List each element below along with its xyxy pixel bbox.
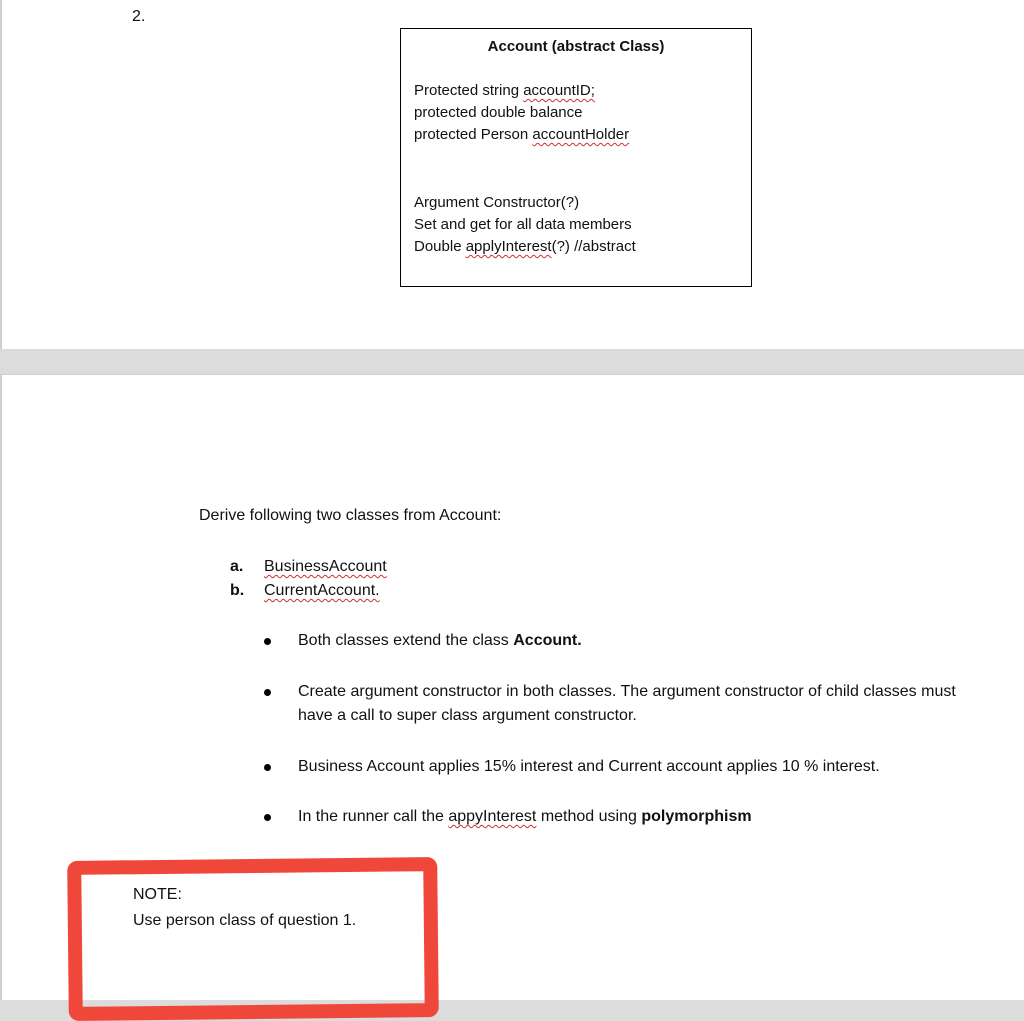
bullet-item [264,805,964,829]
field-identifier: accountHolder [532,126,630,143]
method-text: (?) //abstract [551,238,636,255]
bullet-dot-icon [264,638,271,645]
bullet-text: Business Account applies 15% interest and Current account applies 10 % interest. [298,758,880,775]
method-identifier: applyInterest [465,238,552,255]
bullet-item [264,680,964,728]
field-balance [414,102,629,124]
bullet-text: Create argument constructor in both classes. The argument constructor of child classes must have a call to super class argument constructor. [298,683,956,724]
bullet-item [264,755,964,779]
bullet-text [298,805,964,829]
page-bottom [0,374,1024,1000]
field-text: protected Person [414,126,533,143]
field-text: Protected string [414,82,524,99]
field-account-holder [414,124,629,146]
bullet-plain-text: method using [536,808,642,825]
bullet-bold-text: polymorphism [641,808,752,825]
bullet-plain-text: In the runner call the [298,808,449,825]
subclass-name: CurrentAccount. [264,582,380,599]
note-label: NOTE: [133,886,182,903]
method-getters-setters: Set and get for all data members [414,216,632,233]
method-text: Double [414,238,466,255]
method-apply-interest [414,236,636,258]
bullet-identifier: appyInterest [448,808,537,825]
list-item [230,555,387,579]
instructions-intro: Derive following two classes from Account: [199,507,502,524]
bullet-dot-icon [264,764,271,771]
bullet-bold-text: Account. [513,632,582,649]
note-text: Use person class of question 1. [133,912,357,929]
field-text: protected double balance [414,104,583,121]
subclass-list [230,555,387,603]
bullet-dot-icon [264,689,271,696]
bullet-text [298,629,964,653]
bullet-dot-icon [264,814,271,821]
class-fields [414,80,629,146]
bullet-item [264,629,964,653]
method-constructor: Argument Constructor(?) [414,194,580,211]
account-class-diagram [400,28,752,287]
class-methods [414,192,636,258]
list-item [230,579,387,603]
bullet-plain-text: Both classes extend the class [298,632,514,649]
list-marker: a. [230,558,244,575]
note [133,882,356,934]
page-top [0,0,1024,349]
subclass-name: BusinessAccount [264,558,387,575]
list-marker: b. [230,582,245,599]
field-account-id [414,80,629,102]
class-diagram-title: Account (abstract Class) [487,38,665,55]
field-identifier: accountID; [523,82,595,99]
question-number: 2. [132,8,146,25]
